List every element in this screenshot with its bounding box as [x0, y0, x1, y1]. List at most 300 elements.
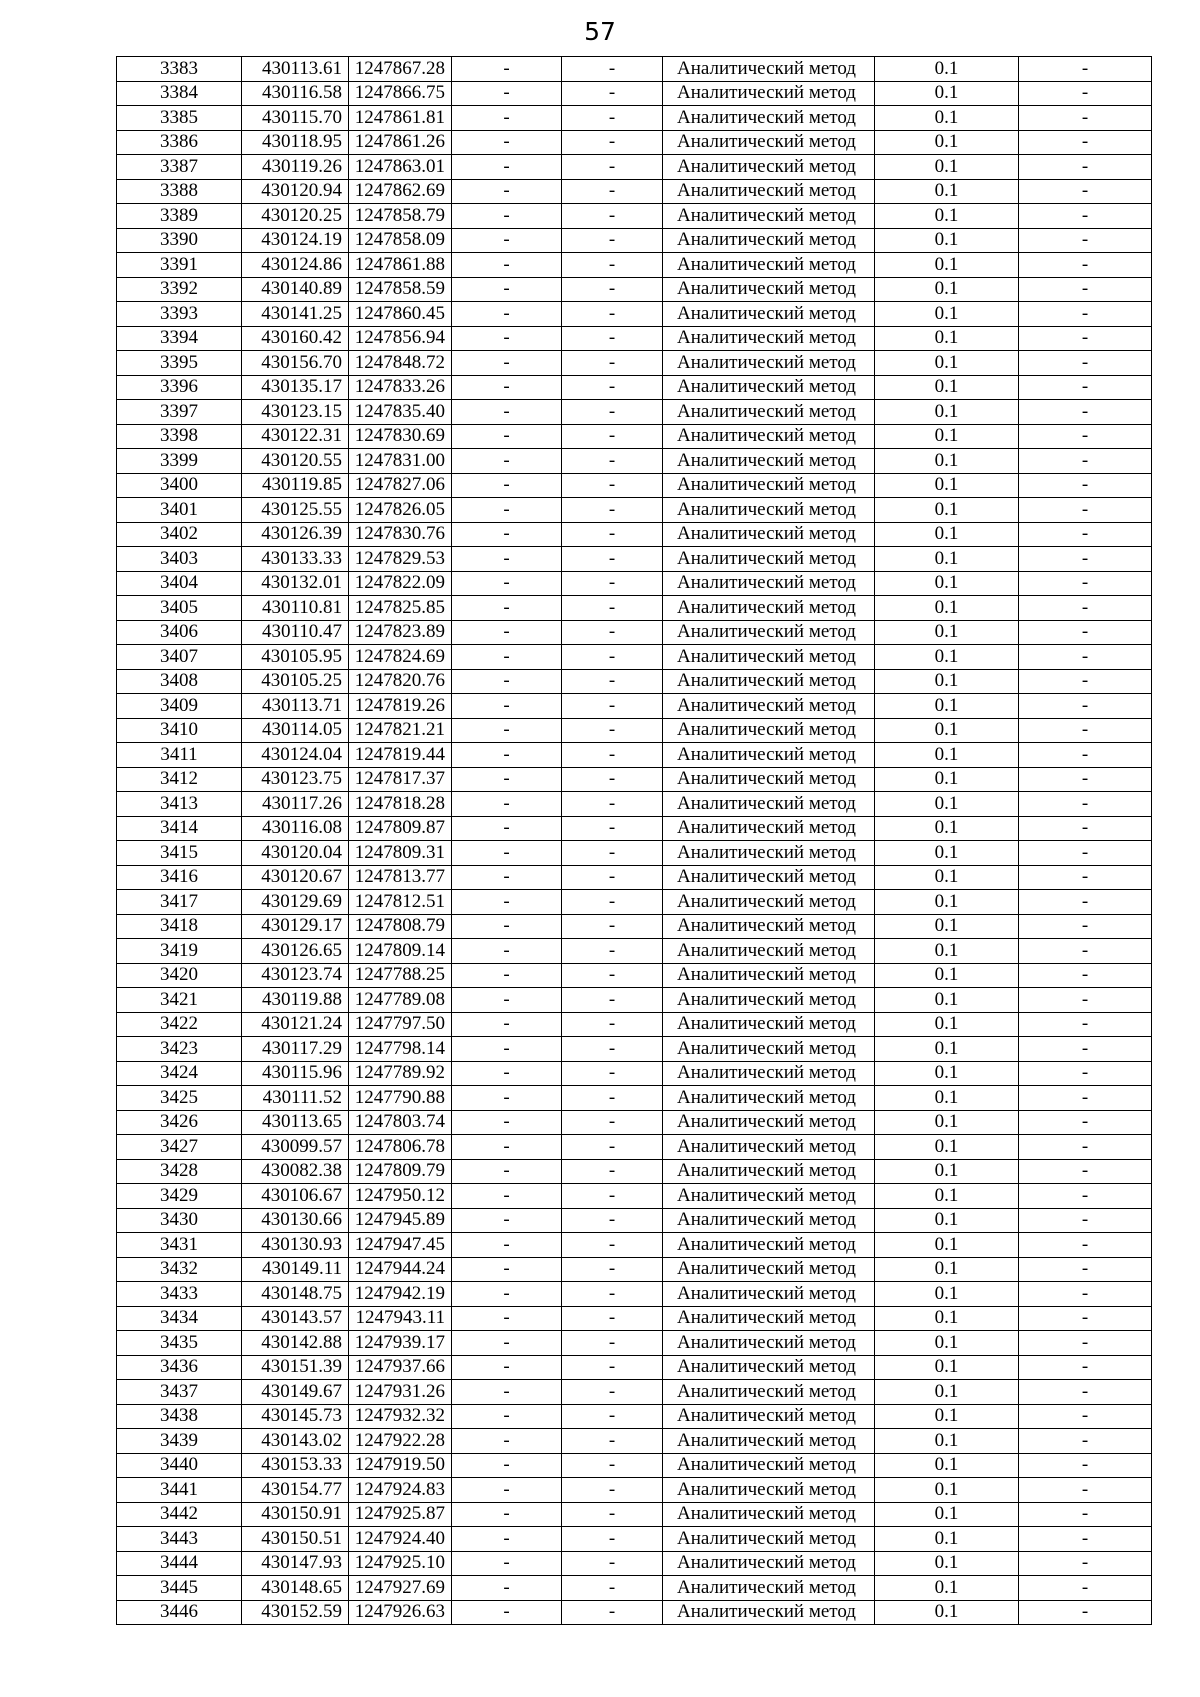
x-coordinate: 430120.67	[242, 865, 349, 890]
table-row	[117, 106, 1152, 131]
page-number: 57	[584, 17, 616, 46]
accuracy: 0.1	[875, 1600, 1019, 1625]
y-coordinate: 1247809.31	[349, 841, 452, 866]
table-row	[117, 253, 1152, 278]
accuracy: 0.1	[875, 1551, 1019, 1576]
method: Аналитический метод	[663, 277, 875, 302]
table-row	[117, 767, 1152, 792]
dash-cell: -	[562, 963, 663, 988]
y-coordinate: 1247835.40	[349, 400, 452, 425]
x-coordinate: 430148.75	[242, 1282, 349, 1307]
dash-cell: -	[1019, 1282, 1152, 1307]
x-coordinate: 430129.17	[242, 914, 349, 939]
method: Аналитический метод	[663, 375, 875, 400]
method: Аналитический метод	[663, 1306, 875, 1331]
dash-cell: -	[452, 547, 562, 572]
table-row	[117, 1257, 1152, 1282]
y-coordinate: 1247825.85	[349, 596, 452, 621]
dash-cell: -	[452, 1135, 562, 1160]
x-coordinate: 430119.26	[242, 155, 349, 180]
method: Аналитический метод	[663, 522, 875, 547]
dash-cell: -	[1019, 1306, 1152, 1331]
dash-cell: -	[562, 1159, 663, 1184]
x-coordinate: 430124.86	[242, 253, 349, 278]
dash-cell: -	[1019, 1110, 1152, 1135]
accuracy: 0.1	[875, 522, 1019, 547]
table-row	[117, 1037, 1152, 1062]
x-coordinate: 430119.85	[242, 473, 349, 498]
table-body	[117, 57, 1152, 1625]
dash-cell: -	[1019, 1502, 1152, 1527]
dash-cell: -	[562, 400, 663, 425]
table-row	[117, 1600, 1152, 1625]
y-coordinate: 1247806.78	[349, 1135, 452, 1160]
dash-cell: -	[452, 106, 562, 131]
dash-cell: -	[1019, 816, 1152, 841]
point-number: 3392	[117, 277, 242, 302]
dash-cell: -	[562, 743, 663, 768]
x-coordinate: 430142.88	[242, 1331, 349, 1356]
table-row	[117, 865, 1152, 890]
x-coordinate: 430117.26	[242, 792, 349, 817]
method: Аналитический метод	[663, 988, 875, 1013]
x-coordinate: 430124.19	[242, 228, 349, 253]
dash-cell: -	[1019, 1551, 1152, 1576]
method: Аналитический метод	[663, 204, 875, 229]
dash-cell: -	[1019, 1086, 1152, 1111]
x-coordinate: 430132.01	[242, 571, 349, 596]
x-coordinate: 430120.04	[242, 841, 349, 866]
dash-cell: -	[452, 277, 562, 302]
dash-cell: -	[452, 449, 562, 474]
y-coordinate: 1247820.76	[349, 669, 452, 694]
table-row	[117, 1184, 1152, 1209]
dash-cell: -	[1019, 596, 1152, 621]
dash-cell: -	[1019, 522, 1152, 547]
accuracy: 0.1	[875, 1208, 1019, 1233]
method: Аналитический метод	[663, 718, 875, 743]
table-row	[117, 1478, 1152, 1503]
x-coordinate: 430105.95	[242, 645, 349, 670]
y-coordinate: 1247789.92	[349, 1061, 452, 1086]
dash-cell: -	[452, 841, 562, 866]
dash-cell: -	[562, 522, 663, 547]
table-row	[117, 375, 1152, 400]
x-coordinate: 430133.33	[242, 547, 349, 572]
dash-cell: -	[562, 1282, 663, 1307]
dash-cell: -	[452, 743, 562, 768]
accuracy: 0.1	[875, 669, 1019, 694]
dash-cell: -	[562, 498, 663, 523]
dash-cell: -	[452, 914, 562, 939]
accuracy: 0.1	[875, 253, 1019, 278]
method: Аналитический метод	[663, 816, 875, 841]
x-coordinate: 430120.94	[242, 179, 349, 204]
dash-cell: -	[452, 1159, 562, 1184]
method: Аналитический метод	[663, 498, 875, 523]
dash-cell: -	[562, 179, 663, 204]
dash-cell: -	[1019, 204, 1152, 229]
dash-cell: -	[562, 939, 663, 964]
dash-cell: -	[452, 1208, 562, 1233]
table-row	[117, 1012, 1152, 1037]
dash-cell: -	[1019, 1355, 1152, 1380]
dash-cell: -	[562, 1551, 663, 1576]
accuracy: 0.1	[875, 277, 1019, 302]
method: Аналитический метод	[663, 351, 875, 376]
method: Аналитический метод	[663, 302, 875, 327]
dash-cell: -	[562, 914, 663, 939]
point-number: 3414	[117, 816, 242, 841]
accuracy: 0.1	[875, 1257, 1019, 1282]
point-number: 3387	[117, 155, 242, 180]
dash-cell: -	[452, 596, 562, 621]
x-coordinate: 430126.65	[242, 939, 349, 964]
point-number: 3403	[117, 547, 242, 572]
method: Аналитический метод	[663, 1086, 875, 1111]
x-coordinate: 430153.33	[242, 1453, 349, 1478]
x-coordinate: 430140.89	[242, 277, 349, 302]
dash-cell: -	[562, 547, 663, 572]
method: Аналитический метод	[663, 1184, 875, 1209]
x-coordinate: 430149.11	[242, 1257, 349, 1282]
point-number: 3395	[117, 351, 242, 376]
dash-cell: -	[562, 1502, 663, 1527]
table-row	[117, 816, 1152, 841]
y-coordinate: 1247833.26	[349, 375, 452, 400]
accuracy: 0.1	[875, 988, 1019, 1013]
table-row	[117, 179, 1152, 204]
point-number: 3424	[117, 1061, 242, 1086]
dash-cell: -	[1019, 1380, 1152, 1405]
x-coordinate: 430141.25	[242, 302, 349, 327]
dash-cell: -	[1019, 326, 1152, 351]
accuracy: 0.1	[875, 1576, 1019, 1601]
y-coordinate: 1247790.88	[349, 1086, 452, 1111]
x-coordinate: 430124.04	[242, 743, 349, 768]
method: Аналитический метод	[663, 106, 875, 131]
accuracy: 0.1	[875, 204, 1019, 229]
y-coordinate: 1247830.76	[349, 522, 452, 547]
accuracy: 0.1	[875, 400, 1019, 425]
table-row	[117, 1086, 1152, 1111]
accuracy: 0.1	[875, 130, 1019, 155]
accuracy: 0.1	[875, 914, 1019, 939]
accuracy: 0.1	[875, 1429, 1019, 1454]
dash-cell: -	[562, 302, 663, 327]
dash-cell: -	[562, 1429, 663, 1454]
dash-cell: -	[1019, 1159, 1152, 1184]
method: Аналитический метод	[663, 841, 875, 866]
dash-cell: -	[1019, 841, 1152, 866]
dash-cell: -	[562, 620, 663, 645]
dash-cell: -	[1019, 277, 1152, 302]
y-coordinate: 1247945.89	[349, 1208, 452, 1233]
table-row	[117, 939, 1152, 964]
x-coordinate: 430114.05	[242, 718, 349, 743]
dash-cell: -	[452, 351, 562, 376]
dash-cell: -	[1019, 645, 1152, 670]
x-coordinate: 430143.57	[242, 1306, 349, 1331]
dash-cell: -	[452, 1404, 562, 1429]
table-row	[117, 1233, 1152, 1258]
accuracy: 0.1	[875, 571, 1019, 596]
method: Аналитический метод	[663, 400, 875, 425]
y-coordinate: 1247813.77	[349, 865, 452, 890]
method: Аналитический метод	[663, 1012, 875, 1037]
table-row	[117, 1110, 1152, 1135]
table-row	[117, 302, 1152, 327]
dash-cell: -	[1019, 1184, 1152, 1209]
table-row	[117, 571, 1152, 596]
point-number: 3438	[117, 1404, 242, 1429]
table-row	[117, 424, 1152, 449]
dash-cell: -	[452, 1502, 562, 1527]
accuracy: 0.1	[875, 1110, 1019, 1135]
dash-cell: -	[562, 718, 663, 743]
point-number: 3384	[117, 81, 242, 106]
dash-cell: -	[1019, 963, 1152, 988]
dash-cell: -	[452, 1086, 562, 1111]
point-number: 3400	[117, 473, 242, 498]
table-row	[117, 1527, 1152, 1552]
dash-cell: -	[562, 1600, 663, 1625]
table-row	[117, 449, 1152, 474]
dash-cell: -	[452, 1306, 562, 1331]
table-row	[117, 1551, 1152, 1576]
x-coordinate: 430116.58	[242, 81, 349, 106]
point-number: 3443	[117, 1527, 242, 1552]
dash-cell: -	[452, 473, 562, 498]
table-row	[117, 1355, 1152, 1380]
dash-cell: -	[452, 963, 562, 988]
point-number: 3442	[117, 1502, 242, 1527]
dash-cell: -	[452, 1257, 562, 1282]
method: Аналитический метод	[663, 694, 875, 719]
dash-cell: -	[562, 1478, 663, 1503]
dash-cell: -	[452, 204, 562, 229]
table-row	[117, 988, 1152, 1013]
method: Аналитический метод	[663, 620, 875, 645]
accuracy: 0.1	[875, 1061, 1019, 1086]
dash-cell: -	[1019, 179, 1152, 204]
dash-cell: -	[562, 694, 663, 719]
x-coordinate: 430122.31	[242, 424, 349, 449]
dash-cell: -	[452, 1012, 562, 1037]
point-number: 3399	[117, 449, 242, 474]
dash-cell: -	[1019, 1257, 1152, 1282]
table-row	[117, 1380, 1152, 1405]
accuracy: 0.1	[875, 473, 1019, 498]
y-coordinate: 1247797.50	[349, 1012, 452, 1037]
dash-cell: -	[1019, 571, 1152, 596]
accuracy: 0.1	[875, 743, 1019, 768]
point-number: 3417	[117, 890, 242, 915]
y-coordinate: 1247858.59	[349, 277, 452, 302]
accuracy: 0.1	[875, 1184, 1019, 1209]
x-coordinate: 430115.96	[242, 1061, 349, 1086]
point-number: 3426	[117, 1110, 242, 1135]
dash-cell: -	[452, 130, 562, 155]
dash-cell: -	[562, 1257, 663, 1282]
table-row	[117, 1208, 1152, 1233]
dash-cell: -	[1019, 1012, 1152, 1037]
y-coordinate: 1247862.69	[349, 179, 452, 204]
dash-cell: -	[1019, 1233, 1152, 1258]
table-row	[117, 645, 1152, 670]
method: Аналитический метод	[663, 1233, 875, 1258]
accuracy: 0.1	[875, 1306, 1019, 1331]
y-coordinate: 1247822.09	[349, 571, 452, 596]
dash-cell: -	[452, 400, 562, 425]
x-coordinate: 430130.66	[242, 1208, 349, 1233]
dash-cell: -	[1019, 914, 1152, 939]
dash-cell: -	[1019, 743, 1152, 768]
point-number: 3440	[117, 1453, 242, 1478]
dash-cell: -	[562, 473, 663, 498]
point-number: 3415	[117, 841, 242, 866]
x-coordinate: 430099.57	[242, 1135, 349, 1160]
method: Аналитический метод	[663, 792, 875, 817]
accuracy: 0.1	[875, 228, 1019, 253]
y-coordinate: 1247939.17	[349, 1331, 452, 1356]
y-coordinate: 1247866.75	[349, 81, 452, 106]
dash-cell: -	[562, 1331, 663, 1356]
x-coordinate: 430126.39	[242, 522, 349, 547]
dash-cell: -	[562, 375, 663, 400]
dash-cell: -	[562, 1208, 663, 1233]
y-coordinate: 1247942.19	[349, 1282, 452, 1307]
method: Аналитический метод	[663, 1527, 875, 1552]
dash-cell: -	[1019, 1576, 1152, 1601]
y-coordinate: 1247931.26	[349, 1380, 452, 1405]
x-coordinate: 430129.69	[242, 890, 349, 915]
dash-cell: -	[562, 449, 663, 474]
point-number: 3409	[117, 694, 242, 719]
accuracy: 0.1	[875, 767, 1019, 792]
dash-cell: -	[562, 890, 663, 915]
dash-cell: -	[1019, 1429, 1152, 1454]
dash-cell: -	[1019, 155, 1152, 180]
y-coordinate: 1247821.21	[349, 718, 452, 743]
dash-cell: -	[452, 522, 562, 547]
x-coordinate: 430110.81	[242, 596, 349, 621]
method: Аналитический метод	[663, 596, 875, 621]
method: Аналитический метод	[663, 1600, 875, 1625]
accuracy: 0.1	[875, 424, 1019, 449]
table-row	[117, 620, 1152, 645]
point-number: 3425	[117, 1086, 242, 1111]
dash-cell: -	[562, 1037, 663, 1062]
dash-cell: -	[1019, 865, 1152, 890]
dash-cell: -	[452, 694, 562, 719]
point-number: 3427	[117, 1135, 242, 1160]
dash-cell: -	[1019, 81, 1152, 106]
accuracy: 0.1	[875, 1037, 1019, 1062]
x-coordinate: 430113.61	[242, 57, 349, 82]
accuracy: 0.1	[875, 1404, 1019, 1429]
method: Аналитический метод	[663, 1257, 875, 1282]
table-row	[117, 1159, 1152, 1184]
y-coordinate: 1247824.69	[349, 645, 452, 670]
point-number: 3411	[117, 743, 242, 768]
dash-cell: -	[452, 645, 562, 670]
accuracy: 0.1	[875, 1233, 1019, 1258]
dash-cell: -	[452, 57, 562, 82]
method: Аналитический метод	[663, 57, 875, 82]
point-number: 3406	[117, 620, 242, 645]
accuracy: 0.1	[875, 57, 1019, 82]
x-coordinate: 430123.75	[242, 767, 349, 792]
point-number: 3402	[117, 522, 242, 547]
method: Аналитический метод	[663, 1331, 875, 1356]
y-coordinate: 1247818.28	[349, 792, 452, 817]
dash-cell: -	[452, 792, 562, 817]
method: Аналитический метод	[663, 645, 875, 670]
dash-cell: -	[452, 939, 562, 964]
y-coordinate: 1247947.45	[349, 1233, 452, 1258]
y-coordinate: 1247943.11	[349, 1306, 452, 1331]
x-coordinate: 430120.55	[242, 449, 349, 474]
accuracy: 0.1	[875, 1453, 1019, 1478]
dash-cell: -	[1019, 694, 1152, 719]
dash-cell: -	[452, 1282, 562, 1307]
table-row	[117, 890, 1152, 915]
accuracy: 0.1	[875, 351, 1019, 376]
dash-cell: -	[452, 767, 562, 792]
table-row	[117, 498, 1152, 523]
dash-cell: -	[562, 253, 663, 278]
y-coordinate: 1247924.40	[349, 1527, 452, 1552]
table-row	[117, 228, 1152, 253]
point-number: 3410	[117, 718, 242, 743]
table-row	[117, 57, 1152, 82]
dash-cell: -	[562, 792, 663, 817]
point-number: 3418	[117, 914, 242, 939]
dash-cell: -	[562, 1110, 663, 1135]
dash-cell: -	[1019, 449, 1152, 474]
point-number: 3430	[117, 1208, 242, 1233]
dash-cell: -	[1019, 302, 1152, 327]
method: Аналитический метод	[663, 1355, 875, 1380]
method: Аналитический метод	[663, 890, 875, 915]
dash-cell: -	[452, 1037, 562, 1062]
point-number: 3423	[117, 1037, 242, 1062]
dash-cell: -	[452, 988, 562, 1013]
table-row	[117, 326, 1152, 351]
x-coordinate: 430113.71	[242, 694, 349, 719]
dash-cell: -	[452, 1331, 562, 1356]
dash-cell: -	[452, 498, 562, 523]
accuracy: 0.1	[875, 939, 1019, 964]
table-row	[117, 1331, 1152, 1356]
accuracy: 0.1	[875, 620, 1019, 645]
accuracy: 0.1	[875, 792, 1019, 817]
method: Аналитический метод	[663, 1135, 875, 1160]
table-row	[117, 351, 1152, 376]
accuracy: 0.1	[875, 1380, 1019, 1405]
x-coordinate: 430105.25	[242, 669, 349, 694]
dash-cell: -	[1019, 1135, 1152, 1160]
x-coordinate: 430117.29	[242, 1037, 349, 1062]
x-coordinate: 430118.95	[242, 130, 349, 155]
accuracy: 0.1	[875, 81, 1019, 106]
point-number: 3432	[117, 1257, 242, 1282]
dash-cell: -	[1019, 718, 1152, 743]
accuracy: 0.1	[875, 1502, 1019, 1527]
dash-cell: -	[1019, 1061, 1152, 1086]
y-coordinate: 1247944.24	[349, 1257, 452, 1282]
